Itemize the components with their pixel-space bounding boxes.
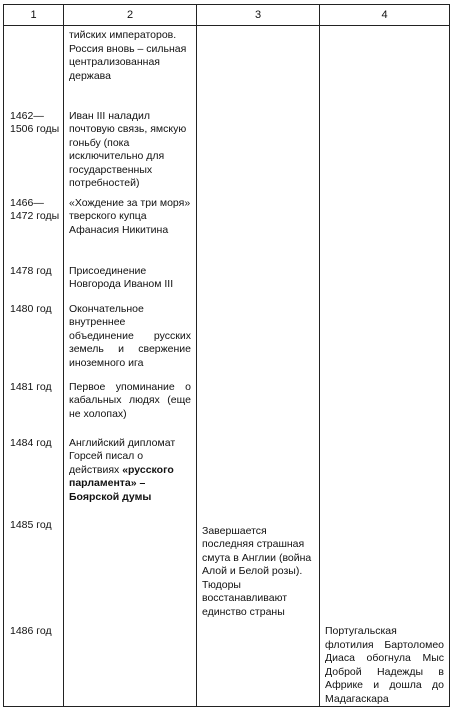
world-cell (320, 104, 450, 191)
russia-text: Английский дипломат Горсей писал о действиях (69, 436, 176, 476)
russia-cell: «Хождение за три моря» тверского купца Афанасия Никитина (64, 191, 197, 259)
year-cell: 1466—1472 годы (4, 191, 64, 259)
table-row (4, 375, 450, 431)
world-cell: Португальская флотилия Бартоломео Диаса обогнула Мыс Доброй Надежды в Африке и дошла до Мадагаскара (320, 619, 450, 707)
table-row (4, 619, 450, 707)
europe-cell (197, 297, 320, 375)
chronology-table (3, 4, 450, 707)
world-cell (320, 431, 450, 513)
europe-cell (197, 259, 320, 297)
world-cell (320, 191, 450, 259)
world-cell (320, 513, 450, 620)
table-row (4, 513, 450, 620)
header-col-3: 3 (197, 5, 320, 26)
year-cell (4, 26, 64, 104)
header-col-2: 2 (64, 5, 197, 26)
year-cell: 1480 год (4, 297, 64, 375)
europe-cell: Завершается последняя страшная смута в Англии (война Алой и Белой розы). Тюдоры восстанавливают единство страны (197, 513, 320, 620)
year-cell: 1478 год (4, 259, 64, 297)
table-row (4, 259, 450, 297)
russia-cell (64, 619, 197, 707)
russia-cell: Первое упоминание о кабальных людях (еще не холопах) (64, 375, 197, 431)
europe-cell (197, 104, 320, 191)
year-cell: 1484 год (4, 431, 64, 513)
europe-cell (197, 619, 320, 707)
europe-cell (197, 431, 320, 513)
table-row (4, 104, 450, 191)
europe-cell (197, 26, 320, 104)
world-cell (320, 26, 450, 104)
russia-cell (64, 431, 197, 513)
world-cell (320, 297, 450, 375)
table-row (4, 26, 450, 104)
russia-cell (64, 513, 197, 620)
table-row (4, 191, 450, 259)
russia-cell: Присоединение Новгорода Иваном III (64, 259, 197, 297)
header-col-4: 4 (320, 5, 450, 26)
header-row (4, 5, 450, 26)
russia-cell: Иван III наладил почтовую связь, ямскую гоньбу (пока исключительно для государственных потребностей) (64, 104, 197, 191)
europe-cell (197, 191, 320, 259)
table-row (4, 297, 450, 375)
russia-cell: тийских императоров. Россия вновь – сильная централизованная держава (64, 26, 197, 104)
world-cell (320, 259, 450, 297)
year-cell: 1462—1506 годы (4, 104, 64, 191)
russia-cell: Окончательное внутреннее объединение русских земель и свержение иноземного ига (64, 297, 197, 375)
year-cell: 1485 год (4, 513, 64, 620)
header-col-1: 1 (4, 5, 64, 26)
russia-bold-text: «русского парламента» – Боярской думы (69, 463, 174, 503)
world-cell (320, 375, 450, 431)
europe-cell (197, 375, 320, 431)
year-cell: 1486 год (4, 619, 64, 707)
year-cell: 1481 год (4, 375, 64, 431)
table-row (4, 431, 450, 513)
